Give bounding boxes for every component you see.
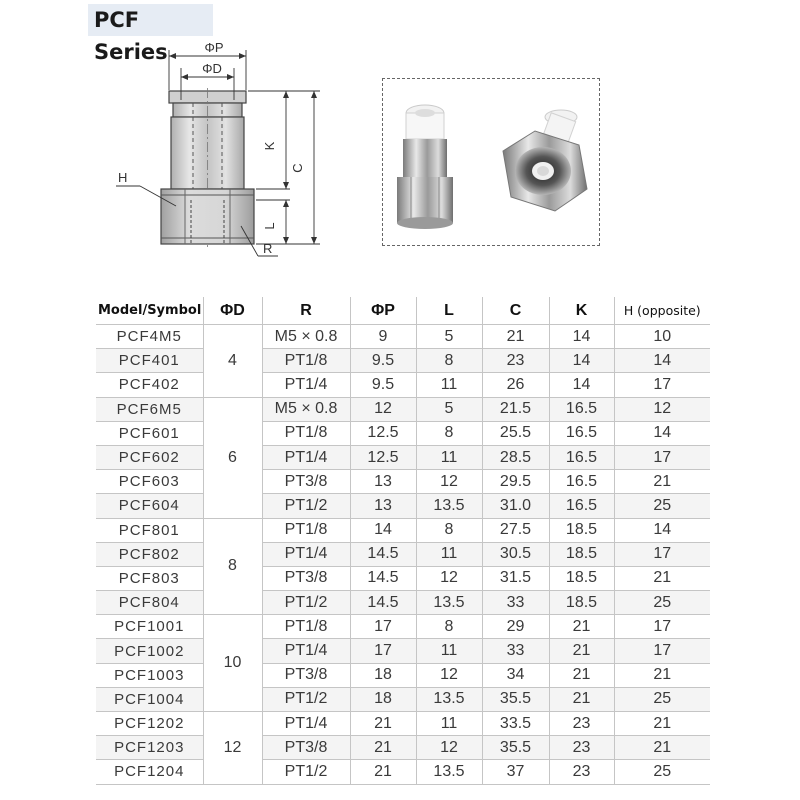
cell-k: 14 (549, 325, 614, 349)
cell-l: 13.5 (416, 687, 482, 711)
cell-model: PCF4M5 (96, 325, 203, 349)
cell-h: 25 (614, 687, 710, 711)
cell-h: 21 (614, 663, 710, 687)
dim-label-d: ΦD (202, 61, 222, 76)
cell-k: 23 (549, 736, 614, 760)
cell-h: 21 (614, 712, 710, 736)
cell-k: 18.5 (549, 542, 614, 566)
cell-h: 25 (614, 591, 710, 615)
cell-h: 17 (614, 445, 710, 469)
cell-k: 23 (549, 712, 614, 736)
cell-k: 21 (549, 663, 614, 687)
cell-c: 33.5 (482, 712, 549, 736)
cell-d: 8 (203, 518, 262, 615)
cell-p: 21 (350, 760, 416, 784)
cell-p: 17 (350, 639, 416, 663)
cell-r: PT1/4 (262, 712, 350, 736)
table-row (96, 373, 710, 397)
cell-p: 21 (350, 712, 416, 736)
cell-l: 5 (416, 397, 482, 421)
cell-h: 17 (614, 639, 710, 663)
cell-p: 14 (350, 518, 416, 542)
table-row (96, 736, 710, 760)
cell-r: PT3/8 (262, 566, 350, 590)
cell-h: 14 (614, 421, 710, 445)
table-row (96, 663, 710, 687)
col-header-r: R (262, 297, 350, 325)
cell-p: 14.5 (350, 566, 416, 590)
cell-r: PT1/8 (262, 349, 350, 373)
page-title: PCF Series (88, 4, 213, 36)
dim-label-k: K (262, 141, 277, 151)
cell-k: 21 (549, 687, 614, 711)
cell-k: 16.5 (549, 494, 614, 518)
cell-k: 16.5 (549, 397, 614, 421)
table-row (96, 615, 710, 639)
cell-p: 12.5 (350, 421, 416, 445)
table-row (96, 470, 710, 494)
table-row (96, 421, 710, 445)
cell-d: 12 (203, 712, 262, 785)
table-row (96, 760, 710, 784)
table-row (96, 566, 710, 590)
cell-l: 12 (416, 470, 482, 494)
cell-c: 25.5 (482, 421, 549, 445)
cell-k: 21 (549, 639, 614, 663)
cell-model: PCF1203 (96, 736, 203, 760)
cell-l: 8 (416, 349, 482, 373)
cell-r: PT3/8 (262, 663, 350, 687)
cell-c: 31.0 (482, 494, 549, 518)
cell-c: 23 (482, 349, 549, 373)
col-header-k: K (549, 297, 614, 325)
cell-l: 13.5 (416, 494, 482, 518)
table-row (96, 349, 710, 373)
cell-model: PCF6M5 (96, 397, 203, 421)
cell-model: PCF602 (96, 445, 203, 469)
cell-h: 25 (614, 760, 710, 784)
cell-k: 16.5 (549, 421, 614, 445)
cell-l: 11 (416, 542, 482, 566)
cell-r: PT1/4 (262, 373, 350, 397)
cell-k: 16.5 (549, 470, 614, 494)
cell-h: 21 (614, 566, 710, 590)
cell-r: PT1/2 (262, 687, 350, 711)
cell-l: 11 (416, 373, 482, 397)
cell-r: PT1/4 (262, 542, 350, 566)
table-row (96, 325, 710, 349)
cell-c: 29.5 (482, 470, 549, 494)
cell-r: PT1/8 (262, 518, 350, 542)
cell-h: 14 (614, 518, 710, 542)
cell-h: 17 (614, 542, 710, 566)
cell-l: 8 (416, 421, 482, 445)
cell-h: 17 (614, 373, 710, 397)
cell-h: 10 (614, 325, 710, 349)
cell-c: 33 (482, 639, 549, 663)
cell-h: 12 (614, 397, 710, 421)
col-header-c: C (482, 297, 549, 325)
cell-h: 21 (614, 470, 710, 494)
col-header-model: Model/Symbol (96, 297, 203, 325)
table-row (96, 445, 710, 469)
cell-k: 14 (549, 373, 614, 397)
cell-h: 25 (614, 494, 710, 518)
cell-r: PT1/2 (262, 760, 350, 784)
cell-p: 12 (350, 397, 416, 421)
cell-k: 21 (549, 615, 614, 639)
cell-l: 13.5 (416, 760, 482, 784)
cell-c: 33 (482, 591, 549, 615)
cell-model: PCF801 (96, 518, 203, 542)
cell-c: 26 (482, 373, 549, 397)
cell-c: 21.5 (482, 397, 549, 421)
dimension-drawing (100, 30, 340, 270)
cell-r: PT1/2 (262, 494, 350, 518)
cell-r: PT1/2 (262, 591, 350, 615)
cell-l: 5 (416, 325, 482, 349)
cell-model: PCF402 (96, 373, 203, 397)
cell-model: PCF1204 (96, 760, 203, 784)
cell-h: 14 (614, 349, 710, 373)
cell-d: 6 (203, 397, 262, 518)
product-photo (382, 78, 600, 246)
cell-model: PCF803 (96, 566, 203, 590)
cell-model: PCF601 (96, 421, 203, 445)
cell-model: PCF1001 (96, 615, 203, 639)
cell-model: PCF604 (96, 494, 203, 518)
cell-c: 35.5 (482, 736, 549, 760)
cell-l: 8 (416, 518, 482, 542)
cell-r: PT3/8 (262, 736, 350, 760)
cell-l: 13.5 (416, 591, 482, 615)
dim-label-c: C (290, 163, 305, 173)
cell-p: 21 (350, 736, 416, 760)
cell-r: PT1/4 (262, 639, 350, 663)
cell-model: PCF1004 (96, 687, 203, 711)
cell-l: 12 (416, 566, 482, 590)
cell-k: 16.5 (549, 445, 614, 469)
table-row (96, 542, 710, 566)
cell-k: 14 (549, 349, 614, 373)
cell-k: 18.5 (549, 591, 614, 615)
col-header-p: ΦP (350, 297, 416, 325)
cell-r: M5 × 0.8 (262, 325, 350, 349)
cell-c: 35.5 (482, 687, 549, 711)
cell-model: PCF802 (96, 542, 203, 566)
table-row (96, 712, 710, 736)
cell-p: 14.5 (350, 542, 416, 566)
table-row (96, 494, 710, 518)
cell-p: 9.5 (350, 349, 416, 373)
table-body (96, 325, 710, 785)
cell-c: 37 (482, 760, 549, 784)
cell-k: 18.5 (549, 518, 614, 542)
dim-label-h: H (118, 170, 128, 185)
cell-p: 14.5 (350, 591, 416, 615)
cell-p: 9 (350, 325, 416, 349)
cell-l: 11 (416, 445, 482, 469)
cell-l: 8 (416, 615, 482, 639)
cell-l: 12 (416, 663, 482, 687)
cell-r: PT1/4 (262, 445, 350, 469)
cell-r: PT3/8 (262, 470, 350, 494)
cell-c: 31.5 (482, 566, 549, 590)
cell-h: 17 (614, 615, 710, 639)
dim-label-p: ΦP (204, 40, 224, 55)
table-row (96, 591, 710, 615)
table-header-row (96, 297, 710, 325)
cell-c: 29 (482, 615, 549, 639)
cell-k: 23 (549, 760, 614, 784)
cell-l: 11 (416, 712, 482, 736)
cell-p: 13 (350, 470, 416, 494)
cell-model: PCF1002 (96, 639, 203, 663)
cell-l: 11 (416, 639, 482, 663)
cell-l: 12 (416, 736, 482, 760)
cell-d: 10 (203, 615, 262, 712)
table-row (96, 518, 710, 542)
cell-model: PCF603 (96, 470, 203, 494)
cell-k: 18.5 (549, 566, 614, 590)
dim-label-r: R (263, 241, 273, 256)
cell-r: PT1/8 (262, 615, 350, 639)
table-row (96, 397, 710, 421)
cell-p: 9.5 (350, 373, 416, 397)
cell-model: PCF1003 (96, 663, 203, 687)
cell-model: PCF1202 (96, 712, 203, 736)
cell-d: 4 (203, 325, 262, 398)
cell-model: PCF401 (96, 349, 203, 373)
cell-c: 27.5 (482, 518, 549, 542)
col-header-l: L (416, 297, 482, 325)
cell-c: 28.5 (482, 445, 549, 469)
cell-p: 17 (350, 615, 416, 639)
dim-label-l: L (262, 222, 277, 230)
cell-p: 13 (350, 494, 416, 518)
cell-p: 18 (350, 687, 416, 711)
cell-r: M5 × 0.8 (262, 397, 350, 421)
cell-p: 12.5 (350, 445, 416, 469)
cell-p: 18 (350, 663, 416, 687)
col-header-h: H (opposite) (614, 297, 710, 325)
cell-c: 21 (482, 325, 549, 349)
spec-table (96, 297, 710, 785)
cell-c: 30.5 (482, 542, 549, 566)
cell-model: PCF804 (96, 591, 203, 615)
table-row (96, 687, 710, 711)
cell-h: 21 (614, 736, 710, 760)
table-row (96, 639, 710, 663)
cell-c: 34 (482, 663, 549, 687)
col-header-d: ΦD (203, 297, 262, 325)
cell-r: PT1/8 (262, 421, 350, 445)
